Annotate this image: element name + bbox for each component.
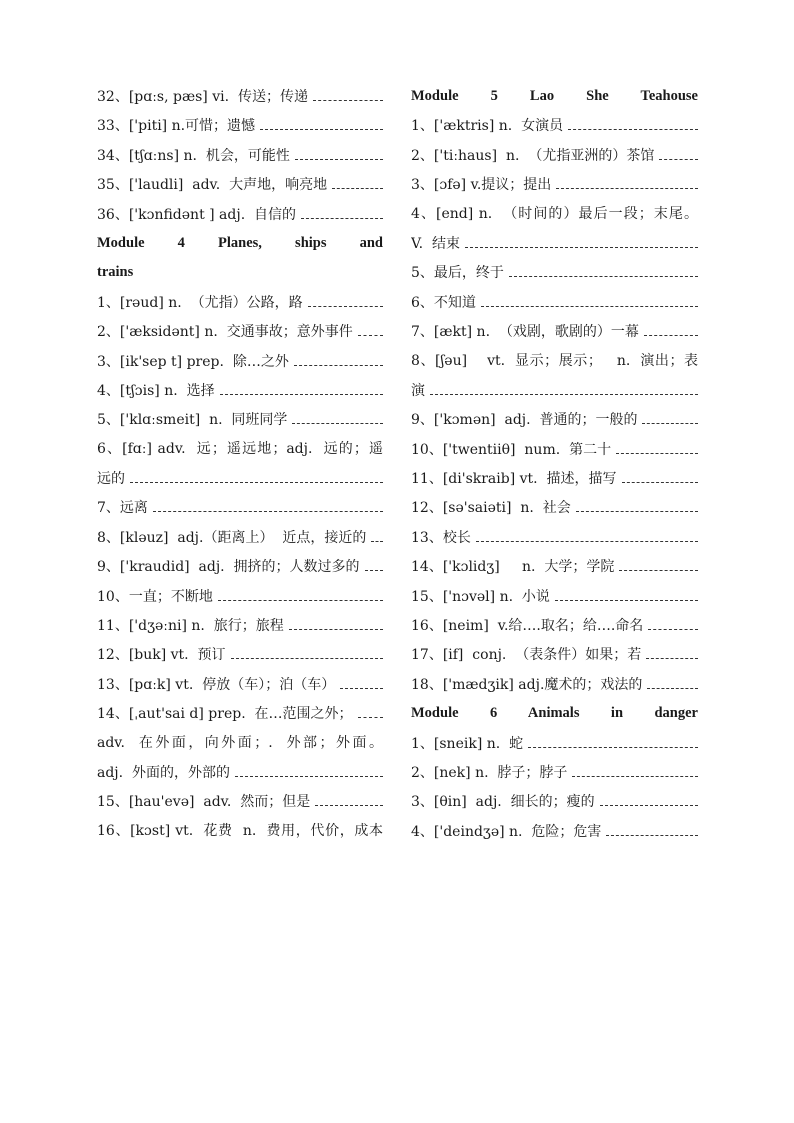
entry-text: 10、一直；不断地 <box>97 588 213 605</box>
vocab-entry-line <box>411 200 698 229</box>
entry-text: 1、[sneik] n. 蛇 <box>411 735 524 752</box>
answer-blank[interactable] <box>358 699 383 718</box>
entry-text: 17、[if] conj. （表条件）如果；若 <box>411 647 642 664</box>
right-column <box>411 82 698 846</box>
entry-text: adv. 在外面，向外面；. 外部；外面。 <box>97 734 383 751</box>
entry-text: 15、['nɔvəl] n. 小说 <box>411 588 550 605</box>
entry-text: 14、['kɔlidʒ] n. 大学；学院 <box>411 559 615 576</box>
vocab-entry-line <box>97 111 383 140</box>
answer-blank[interactable] <box>130 464 383 483</box>
entry-text: 2、[nek] n. 脖子；脖子 <box>411 764 568 781</box>
entry-text: 15、[hau'evə] adv. 然而；但是 <box>97 794 311 811</box>
entry-text: 5、最后，终于 <box>411 265 504 282</box>
vocab-entry-line <box>411 523 698 552</box>
entry-text: 1、['æktris] n. 女演员 <box>411 118 564 135</box>
answer-blank[interactable] <box>509 258 698 277</box>
answer-blank[interactable] <box>622 464 698 483</box>
vocab-entry-line <box>411 611 698 640</box>
vocab-entry-line <box>97 288 383 317</box>
vocab-entry-line <box>411 376 698 405</box>
entry-text: 7、[ækt] n. （戏剧，歌剧的）一幕 <box>411 324 639 341</box>
vocab-entry-line <box>411 464 698 493</box>
entry-text: 8、[kləuz] adj.（距离上） 近点，接近的 <box>97 529 367 546</box>
entry-text: 13、[pɑːk] vt. 停放（车）；泊（车） <box>97 676 336 693</box>
module-heading <box>411 82 698 111</box>
entry-text: 10、['twentiiθ] num. 第二十 <box>411 441 612 458</box>
entry-text: 36、['kɔnfidənt ] adj. 自信的 <box>97 206 297 223</box>
answer-blank[interactable] <box>528 729 698 748</box>
answer-blank[interactable] <box>481 288 698 307</box>
vocab-entry-line <box>411 582 698 611</box>
entry-text: 12、[sə'saiəti] n. 社会 <box>411 500 571 517</box>
answer-blank[interactable] <box>292 405 383 424</box>
answer-blank[interactable] <box>295 141 383 160</box>
module-heading <box>97 229 383 258</box>
entry-text: 9、['kɔmən] adj. 普通的；一般的 <box>411 412 638 429</box>
entry-text: adj. 外面的，外部的 <box>97 764 230 781</box>
entry-text: V. 结束 <box>411 235 461 252</box>
entry-text: 34、[tʃɑːns] n. 机会，可能性 <box>97 147 290 164</box>
answer-blank[interactable] <box>430 376 698 395</box>
vocab-entry-line <box>411 817 698 846</box>
module-heading <box>411 699 698 728</box>
vocab-entry-line <box>411 170 698 199</box>
vocab-entry-line <box>97 611 383 640</box>
answer-blank[interactable] <box>465 229 698 248</box>
entry-text: 18、['mædʒik] adj.魔术的；戏法的 <box>411 676 643 693</box>
answer-blank[interactable] <box>555 582 698 601</box>
entry-text: 2、['æksidənt] n. 交通事故；意外事件 <box>97 324 353 341</box>
entry-text: 16、[kɔst] vt. 花费 n. 费用，代价，成本 <box>97 822 383 839</box>
vocab-entry-line <box>411 111 698 140</box>
answer-blank[interactable] <box>231 640 383 659</box>
answer-blank[interactable] <box>358 317 383 336</box>
entry-text: 4、['deindʒə] n. 危险；危害 <box>411 823 602 840</box>
answer-blank[interactable] <box>308 288 383 307</box>
heading-text: Module 5 Lao She Teahouse <box>411 88 698 104</box>
heading-text: Module 4 Planes, ships and <box>97 234 383 251</box>
vocab-entry-line <box>97 435 383 464</box>
answer-blank[interactable] <box>153 493 383 512</box>
entry-text: 16、[neim] v.给….取名；给….命名 <box>411 618 644 635</box>
answer-blank[interactable] <box>313 82 383 101</box>
entry-text: 9、['kraudid] adj. 拥挤的；人数过多的 <box>97 559 360 576</box>
entry-text: 6、不知道 <box>411 294 476 311</box>
answer-blank[interactable] <box>644 317 698 336</box>
answer-blank[interactable] <box>642 405 698 424</box>
answer-blank[interactable] <box>576 493 698 512</box>
vocab-entry-line <box>97 670 383 699</box>
entry-text: 11、['dʒəːni] n. 旅行；旅程 <box>97 618 284 635</box>
entry-text: 4、[tʃɔis] n. 选择 <box>97 382 215 399</box>
answer-blank[interactable] <box>646 640 698 659</box>
vocab-entry-line <box>411 229 698 258</box>
vocab-entry-line <box>411 729 698 758</box>
vocab-entry-line <box>97 787 383 816</box>
vocab-entry-line <box>411 405 698 434</box>
vocab-entry-line <box>97 464 383 493</box>
vocab-entry-line <box>97 317 383 346</box>
entry-text: 演 <box>411 382 425 399</box>
entry-text: 14、[ˌaut'sai d] prep. 在…范围之外； <box>97 706 353 723</box>
vocab-entry-line <box>97 376 383 405</box>
answer-blank[interactable] <box>648 611 698 630</box>
vocab-entry-line <box>411 435 698 464</box>
vocab-entry-line <box>97 405 383 434</box>
entry-text: 1、[rəud] n. （尤指）公路，路 <box>97 294 303 311</box>
entry-text: 32、[pɑːs, pæs] vi. 传送；传递 <box>97 89 308 105</box>
heading-text: trains <box>97 264 134 281</box>
entry-text: 2、['tiːhaus] n. （尤指亚洲的）茶馆 <box>411 147 655 164</box>
vocab-entry-line <box>97 493 383 522</box>
answer-blank[interactable] <box>289 611 383 630</box>
answer-blank[interactable] <box>606 817 698 836</box>
answer-blank[interactable] <box>568 111 698 130</box>
vocab-entry-line <box>97 582 383 611</box>
answer-blank[interactable] <box>315 787 383 806</box>
entry-text: 5、['klɑːsmeit] n. 同班同学 <box>97 412 288 429</box>
vocab-entry-line <box>97 699 383 728</box>
vocab-entry-line <box>411 258 698 287</box>
vocab-entry-line <box>411 141 698 170</box>
entry-text: 7、远离 <box>97 500 148 517</box>
vocab-entry-line <box>97 523 383 552</box>
vocab-entry-line <box>97 200 383 229</box>
vocab-entry-line <box>411 787 698 816</box>
entry-text: 4、[end] n. （时间的）最后一段；末尾。 <box>411 205 698 222</box>
entry-text: 12、[buk] vt. 预订 <box>97 647 226 664</box>
vocab-entry-line <box>97 170 383 199</box>
vocab-entry-line <box>411 640 698 669</box>
answer-blank[interactable] <box>340 670 383 689</box>
answer-blank[interactable] <box>647 670 698 689</box>
entry-text: 3、[ɔfə] v.提议；提出 <box>411 177 552 194</box>
vocab-entry-line <box>97 82 383 111</box>
answer-blank[interactable] <box>572 758 698 777</box>
entry-text: 33、['piti] n.可惜；遗憾 <box>97 118 256 135</box>
vocab-entry-line <box>411 758 698 787</box>
answer-blank[interactable] <box>619 552 698 571</box>
entry-text: 35、['laudli] adv. 大声地，响亮地 <box>97 177 328 194</box>
answer-blank[interactable] <box>600 787 698 806</box>
answer-blank[interactable] <box>659 141 698 160</box>
vocab-entry-line <box>97 640 383 669</box>
module-heading <box>97 258 383 287</box>
vocab-entry-line <box>411 288 698 317</box>
answer-blank[interactable] <box>476 523 698 542</box>
entry-text: 远的 <box>97 471 125 488</box>
answer-blank[interactable] <box>616 435 698 454</box>
entry-text: 3、[ik'sep t] prep. 除…之外 <box>97 353 289 370</box>
vocab-entry-line <box>411 670 698 699</box>
entry-text: 11、[di'skraib] vt. 描述，描写 <box>411 471 617 488</box>
answer-blank[interactable] <box>235 758 383 777</box>
vocab-entry-line <box>411 493 698 522</box>
entry-text: 6、[fɑː] adv. 远；遥远地；adj. 远的；遥 <box>97 440 383 457</box>
vocab-entry-line <box>97 141 383 170</box>
vocab-entry-line <box>97 347 383 376</box>
answer-blank[interactable] <box>332 170 383 189</box>
answer-blank[interactable] <box>218 582 383 601</box>
vocab-entry-line <box>411 552 698 581</box>
answer-blank[interactable] <box>260 111 383 130</box>
answer-blank[interactable] <box>301 200 383 219</box>
vocab-entry-line <box>411 317 698 346</box>
left-column <box>97 82 383 846</box>
heading-text: Module 6 Animals in danger <box>411 705 698 722</box>
vocab-entry-line <box>97 817 383 846</box>
vocab-entry-line <box>97 758 383 787</box>
answer-blank[interactable] <box>371 523 383 542</box>
vocab-entry-line <box>411 347 698 376</box>
vocab-entry-line <box>97 552 383 581</box>
answer-blank[interactable] <box>556 170 698 189</box>
answer-blank[interactable] <box>365 552 383 571</box>
answer-blank[interactable] <box>220 376 383 395</box>
entry-text: 3、[θin] adj. 细长的；瘦的 <box>411 794 595 811</box>
entry-text: 13、校长 <box>411 529 471 546</box>
entry-text: 8、[ʃəu] vt. 显示；展示； n. 演出；表 <box>411 352 698 369</box>
answer-blank[interactable] <box>294 347 383 366</box>
vocab-entry-line <box>97 729 383 758</box>
